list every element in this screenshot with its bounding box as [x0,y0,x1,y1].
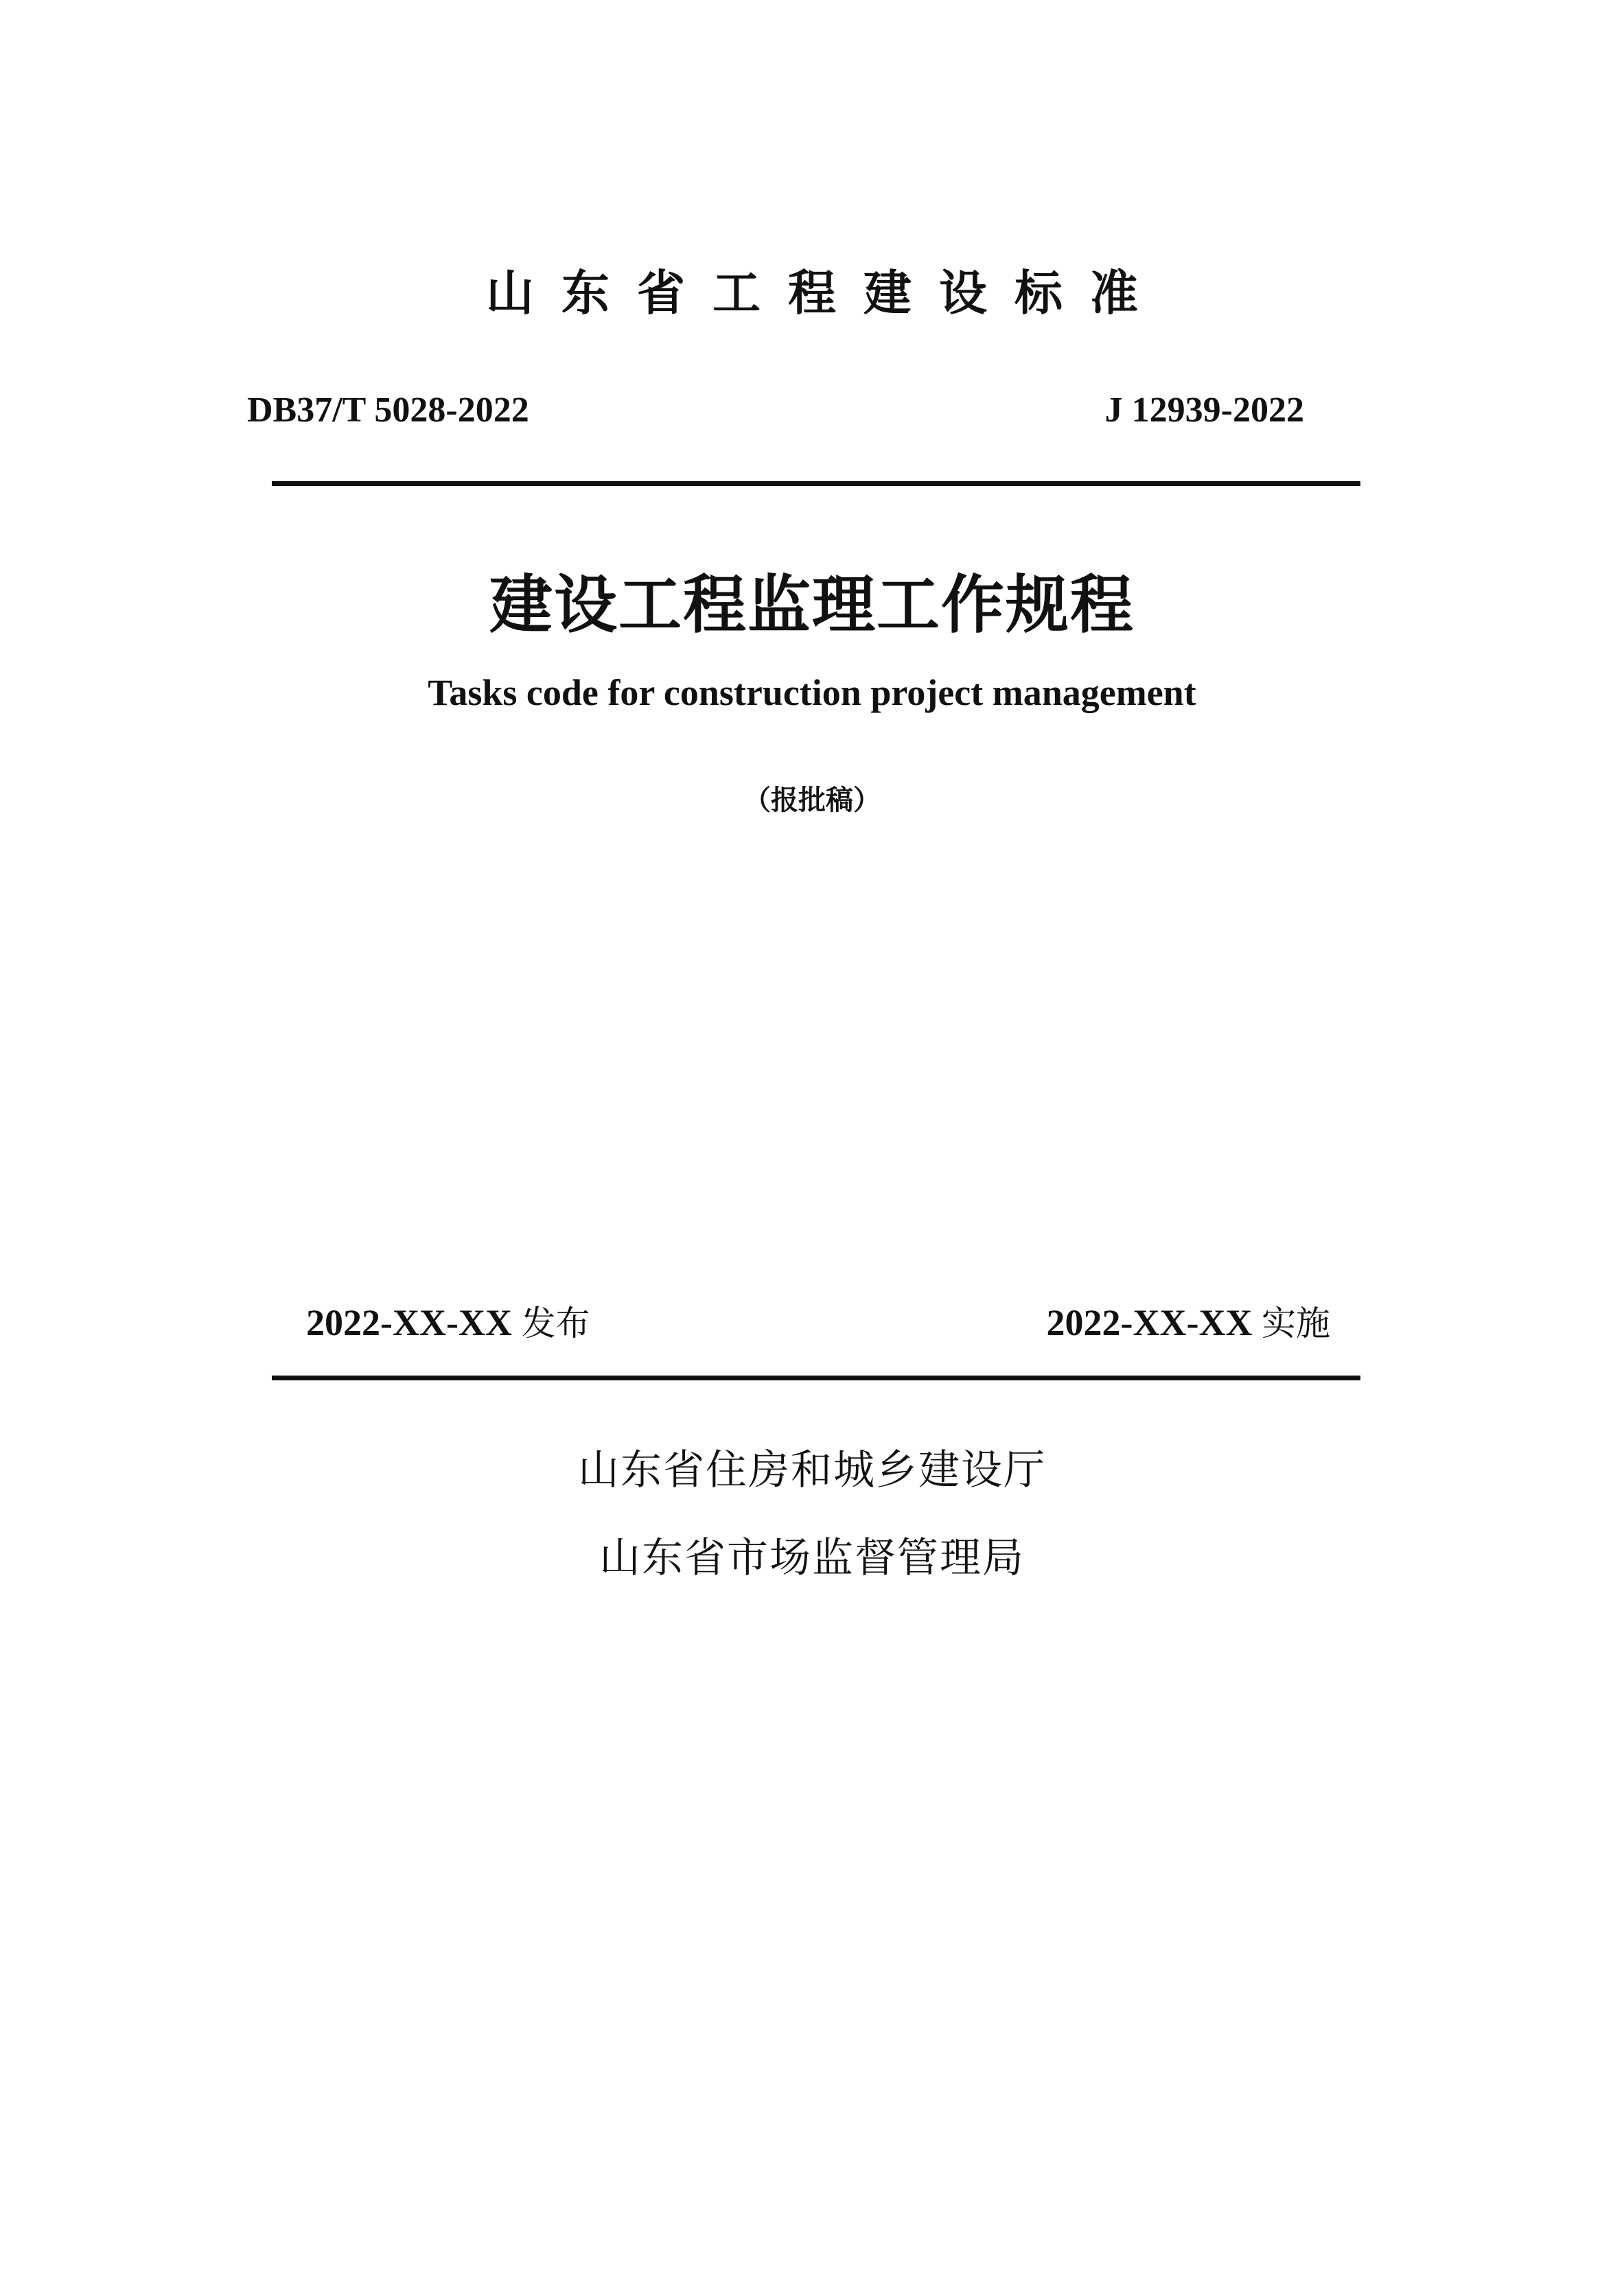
document-title: 建设工程监理工作规程 [489,568,1135,642]
effective-label: 实施 [1262,1303,1330,1343]
issuer-housing-department: 山东省住房和城乡建设厅 [578,1446,1046,1494]
effective-date: 2022-XX-XX [1046,1302,1253,1343]
publish-date-line [306,1304,590,1341]
bottom-divider [272,1376,1360,1380]
draft-status: （报批稿） [743,785,881,816]
effective-date-line [1047,1304,1330,1341]
record-number: J 12939-2022 [1104,391,1304,430]
document-english-title: Tasks code for construction project management [428,672,1196,713]
series-title: 山东省工程建设标准 [486,265,1165,321]
standard-number: DB37/T 5028-2022 [247,391,529,430]
publish-date: 2022-XX-XX [306,1302,512,1343]
top-divider [272,481,1360,486]
publish-label: 发布 [521,1303,590,1343]
issuer-market-regulation: 山东省市场监督管理局 [599,1534,1025,1582]
